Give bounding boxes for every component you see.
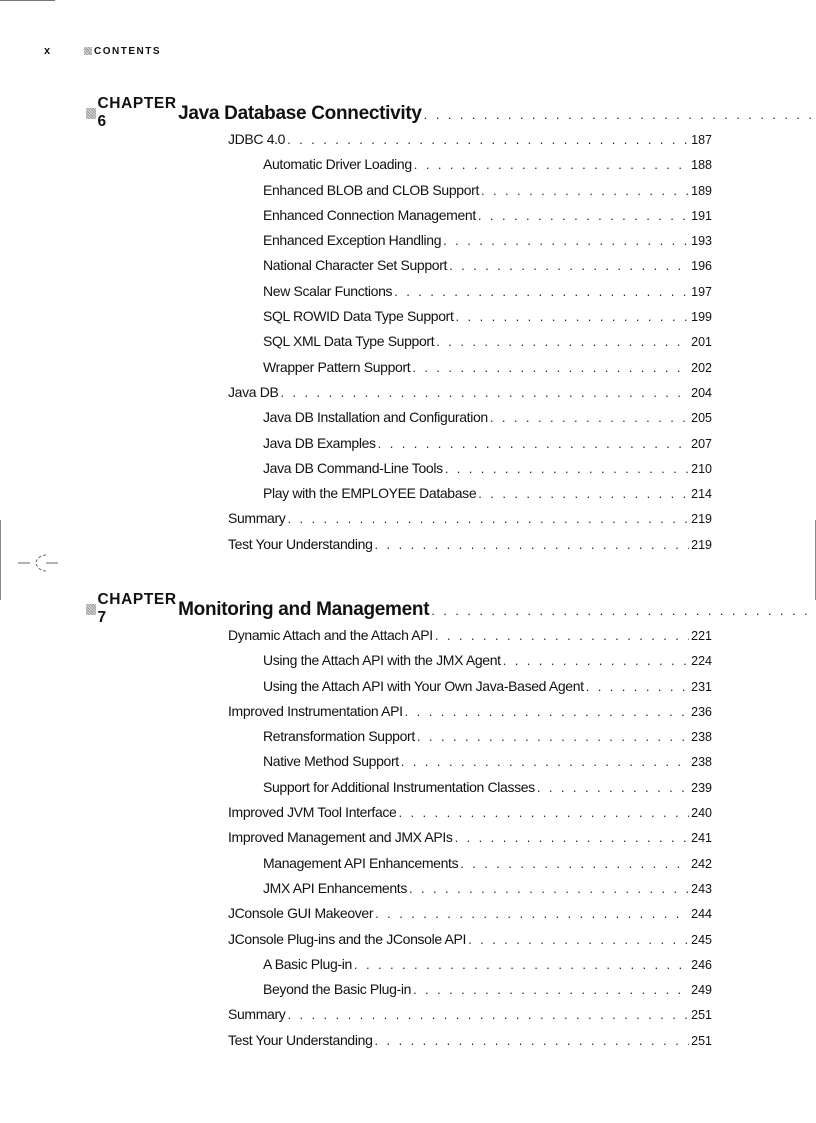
- entry-page-number: 224: [691, 654, 712, 669]
- entry-title: Beyond the Basic Plug-in: [263, 981, 412, 998]
- toc-entry[interactable]: [263, 753, 712, 778]
- entry-page-number: 188: [691, 158, 712, 173]
- entry-page-number: 221: [691, 629, 712, 643]
- toc-entry[interactable]: [263, 981, 712, 1006]
- toc-entry[interactable]: [263, 409, 712, 434]
- toc-entry[interactable]: [263, 232, 712, 257]
- toc-entry[interactable]: [228, 131, 712, 156]
- chapter-6-block: [86, 95, 712, 561]
- entry-title: Using the Attach API with Your Own Java-Based Agent: [263, 677, 584, 694]
- dot-leader: [401, 754, 689, 769]
- entry-title: A Basic Plug-in: [263, 955, 352, 972]
- chapter-7-block: [86, 591, 712, 1057]
- dot-leader: [455, 830, 690, 845]
- entry-page-number: 193: [691, 234, 712, 249]
- entry-page-number: 243: [691, 881, 712, 896]
- entry-title: Using the Attach API with the JMX Agent: [263, 652, 501, 669]
- entry-page-number: 239: [691, 780, 712, 795]
- entry-page-number: 196: [691, 259, 712, 274]
- toc-entry[interactable]: [228, 804, 712, 829]
- dot-leader: [354, 957, 689, 972]
- toc-entry[interactable]: [263, 207, 712, 232]
- entry-page-number: 219: [691, 512, 712, 527]
- toc-entry[interactable]: [263, 156, 712, 181]
- entry-title: JDBC 4.0: [228, 131, 286, 147]
- dot-leader: [409, 881, 689, 896]
- entry-page-number: 201: [691, 335, 712, 350]
- entry-title: Improved Instrumentation API: [228, 702, 403, 719]
- running-header: [44, 44, 161, 58]
- page-folio: x: [44, 45, 52, 57]
- toc-entries: [86, 627, 712, 1057]
- entry-title: Java DB Installation and Configuration: [263, 409, 488, 426]
- entry-title: Wrapper Pattern Support: [263, 358, 411, 375]
- entry-title: Support for Additional Instrumentation Classes: [263, 778, 535, 795]
- chapter-label: CHAPTER 7: [86, 591, 178, 627]
- dot-leader: [456, 309, 690, 324]
- entry-title: SQL ROWID Data Type Support: [263, 308, 454, 325]
- dot-leader: [443, 233, 689, 248]
- entry-title: National Character Set Support: [263, 257, 448, 274]
- entry-page-number: 231: [691, 679, 712, 694]
- toc-entry[interactable]: [263, 257, 712, 282]
- toc-entry[interactable]: [263, 652, 712, 677]
- entry-page-number: 189: [691, 183, 712, 198]
- entry-page-number: 236: [691, 704, 712, 719]
- dot-leader: [449, 258, 689, 273]
- toc-entry[interactable]: [263, 880, 712, 905]
- toc-entry[interactable]: [263, 435, 712, 460]
- dot-leader: [413, 982, 689, 997]
- entry-page-number: 251: [691, 1033, 712, 1048]
- entry-title: Java DB: [228, 383, 279, 400]
- entry-page-number: 207: [691, 436, 712, 451]
- toc-entry[interactable]: [228, 627, 712, 652]
- entry-page-number: 238: [691, 755, 712, 770]
- toc-entry[interactable]: [228, 510, 712, 535]
- entry-title: SQL XML Data Type Support: [263, 333, 435, 350]
- entry-title: Java DB Examples: [263, 434, 376, 451]
- crop-mark-left: [0, 520, 1, 600]
- entry-page-number: 251: [691, 1008, 712, 1023]
- entry-page-number: 187: [691, 133, 712, 147]
- entry-page-number: 214: [691, 487, 712, 502]
- entry-title: Summary: [228, 510, 286, 527]
- entry-title: Automatic Driver Loading: [263, 156, 412, 173]
- entry-title: Enhanced BLOB and CLOB Support: [263, 181, 479, 198]
- chapter-marker-icon: [86, 108, 96, 119]
- dot-leader: [375, 537, 690, 552]
- entry-title: Native Method Support: [263, 753, 399, 770]
- dot-leader: [375, 906, 689, 921]
- entry-page-number: 244: [691, 907, 712, 922]
- entry-title: Test Your Understanding: [228, 535, 373, 552]
- entry-page-number: 242: [691, 856, 712, 871]
- chapter-title: Java Database Connectivity: [178, 102, 422, 124]
- dot-leader: [424, 107, 816, 122]
- dot-leader: [478, 486, 689, 501]
- entry-page-number: 210: [691, 461, 712, 476]
- dot-leader: [468, 932, 689, 947]
- dot-leader: [431, 603, 816, 618]
- contents-marker-icon: [84, 47, 92, 55]
- dot-leader: [414, 157, 689, 172]
- dot-leader: [378, 436, 689, 451]
- dot-leader: [503, 653, 689, 668]
- dot-leader: [394, 284, 689, 299]
- dot-leader: [287, 1007, 689, 1022]
- toc-entry[interactable]: [228, 1032, 712, 1057]
- toc-entry[interactable]: [228, 1006, 712, 1031]
- entry-title: Enhanced Connection Management: [263, 206, 476, 223]
- entry-page-number: 199: [691, 310, 712, 325]
- toc-entries: [86, 131, 712, 561]
- entry-page-number: 241: [691, 831, 712, 846]
- chapter-heading: [86, 95, 712, 130]
- dot-leader: [460, 856, 689, 871]
- toc-entry[interactable]: [263, 182, 712, 207]
- entry-page-number: 204: [691, 385, 712, 400]
- toc-entry[interactable]: [228, 536, 712, 561]
- entry-title: Retransformation Support: [263, 728, 415, 745]
- entry-page-number: 219: [691, 537, 712, 552]
- entry-title: New Scalar Functions: [263, 282, 393, 299]
- chapter-title: Monitoring and Management: [178, 598, 430, 620]
- toc-entry[interactable]: [263, 678, 712, 703]
- toc-entry[interactable]: [263, 485, 712, 510]
- entry-title: Play with the EMPLOYEE Database: [263, 485, 477, 502]
- entry-title: JMX API Enhancements: [263, 879, 407, 896]
- dot-leader: [417, 729, 689, 744]
- entry-page-number: 197: [691, 284, 712, 299]
- dot-leader: [375, 1033, 690, 1048]
- dot-leader: [435, 628, 689, 643]
- chapter-label: CHAPTER 6: [86, 95, 178, 131]
- entry-title: Summary: [228, 1006, 286, 1023]
- dot-leader: [481, 183, 689, 198]
- chapter-title-link[interactable]: [178, 103, 816, 125]
- chapter-heading: [86, 591, 712, 626]
- entry-page-number: 238: [691, 730, 712, 745]
- entry-title: Test Your Understanding: [228, 1031, 373, 1048]
- chapter-title-link[interactable]: [178, 599, 816, 621]
- dot-leader: [398, 805, 689, 820]
- toc-entry[interactable]: [263, 956, 712, 981]
- entry-title: Java DB Command-Line Tools: [263, 459, 443, 476]
- toc-entry[interactable]: [228, 703, 712, 728]
- toc-entry[interactable]: [263, 728, 712, 753]
- entry-page-number: 205: [691, 411, 712, 426]
- entry-page-number: 249: [691, 983, 712, 998]
- toc-entry[interactable]: [228, 384, 712, 409]
- toc-entry[interactable]: [228, 931, 712, 956]
- entry-page-number: 202: [691, 360, 712, 375]
- entry-page-number: 245: [691, 932, 712, 947]
- dot-leader: [280, 385, 689, 400]
- entry-title: Improved JVM Tool Interface: [228, 804, 397, 821]
- entry-page-number: 191: [691, 208, 712, 223]
- entry-title: Management API Enhancements: [263, 854, 459, 871]
- toc-entry[interactable]: [263, 283, 712, 308]
- toc-entry[interactable]: [228, 905, 712, 930]
- chapter-marker-icon: [86, 604, 96, 615]
- toc-entry[interactable]: [263, 779, 712, 804]
- entry-title: JConsole GUI Makeover: [228, 905, 374, 922]
- toc-entry[interactable]: [263, 359, 712, 384]
- dot-leader: [287, 132, 689, 147]
- toc-entry[interactable]: [228, 829, 712, 854]
- dot-leader: [586, 679, 689, 694]
- dot-leader: [405, 704, 690, 719]
- dot-leader: [490, 410, 689, 425]
- dot-leader: [412, 360, 689, 375]
- entry-page-number: 246: [691, 957, 712, 972]
- toc-entry[interactable]: [263, 333, 712, 358]
- dot-leader: [445, 461, 689, 476]
- dot-leader: [537, 780, 689, 795]
- entry-title: Improved Management and JMX APIs: [228, 829, 453, 846]
- toc-entry[interactable]: [263, 308, 712, 333]
- running-header-label: CONTENTS: [94, 45, 161, 57]
- entry-title: Dynamic Attach and the Attach API: [228, 627, 433, 643]
- dot-leader: [478, 208, 689, 223]
- entry-title: JConsole Plug-ins and the JConsole API: [228, 930, 467, 947]
- toc-entry[interactable]: [263, 855, 712, 880]
- crop-mark-top: [0, 0, 55, 1]
- registration-mark-icon: [16, 551, 60, 577]
- dot-leader: [436, 334, 689, 349]
- entry-title: Enhanced Exception Handling: [263, 232, 442, 249]
- dot-leader: [287, 511, 689, 526]
- toc-entry[interactable]: [263, 460, 712, 485]
- entry-page-number: 240: [691, 806, 712, 821]
